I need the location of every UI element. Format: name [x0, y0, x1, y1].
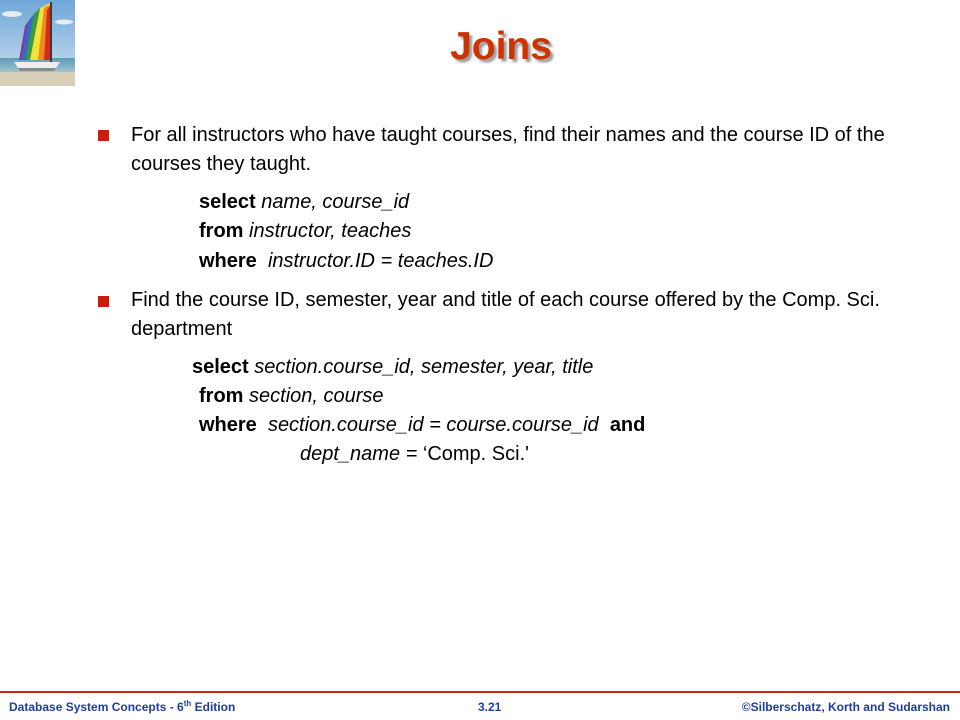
- code-line: [192, 355, 593, 379]
- sql-expression: section.course_id = course.course_id: [267, 414, 599, 436]
- bullet-text: Find the course ID, semester, year and title of each course offered by the Comp. Sci. department: [131, 289, 880, 340]
- sql-expression: dept_name =: [300, 443, 423, 465]
- sql-literal: ‘Comp. Sci.': [422, 443, 529, 465]
- footer-copyright: ©Silberschatz, Korth and Sudarshan: [741, 700, 950, 714]
- sql-keyword: select: [192, 356, 249, 378]
- sql-keyword: where: [199, 414, 257, 436]
- code-line: [199, 219, 411, 243]
- code-line: [199, 190, 409, 214]
- sql-expression: name, course_id: [261, 191, 410, 213]
- footer-book-title-text: Database System Concepts - 6: [9, 700, 184, 714]
- code-line: [199, 413, 645, 437]
- slide-title: Joins: [450, 25, 552, 68]
- footer-edition-superscript: th: [183, 699, 192, 708]
- bullet-text: For all instructors who have taught courses, find their names and the course ID of the courses they taught.: [131, 124, 885, 175]
- code-line: [199, 249, 493, 273]
- slide-number: 3.21: [478, 700, 502, 714]
- sql-expression: instructor.ID = teaches.ID: [267, 250, 494, 272]
- sql-keyword: and: [609, 414, 646, 436]
- code-line: [199, 384, 384, 408]
- sql-keyword: where: [199, 250, 257, 272]
- sql-keyword: from: [199, 220, 244, 242]
- footer-rule: [0, 691, 960, 693]
- sql-keyword: select: [199, 191, 256, 213]
- footer-book-title: [9, 697, 235, 717]
- sql-expression: section, course: [249, 385, 384, 407]
- sql-expression: instructor, teaches: [249, 220, 412, 242]
- sql-keyword: from: [199, 385, 244, 407]
- square-bullet-icon: [98, 130, 109, 141]
- footer-edition-text: Edition: [191, 700, 236, 714]
- code-line: [300, 442, 529, 466]
- square-bullet-icon: [98, 296, 109, 307]
- sql-expression: section.course_id, semester, year, title: [254, 356, 594, 378]
